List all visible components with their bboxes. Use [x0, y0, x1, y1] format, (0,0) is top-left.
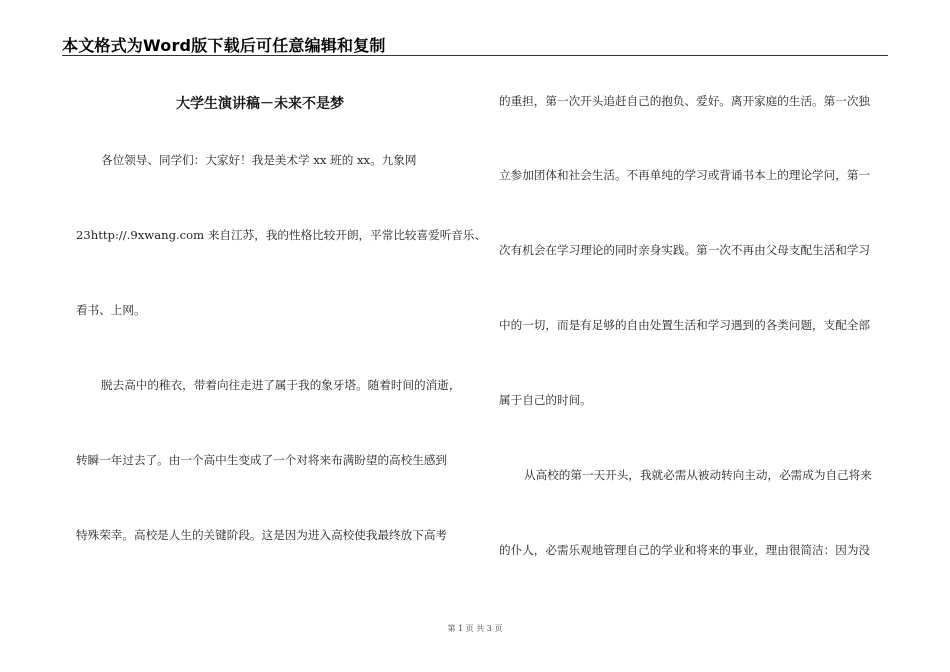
paragraph-line: 的重担，第一次开头追赶自己的抱负、爱好。离开家庭的生活。第一次独	[499, 94, 871, 108]
banner-divider	[62, 55, 888, 56]
paragraph-line: 属于自己的时间。	[499, 393, 592, 407]
paragraph-line: 特殊荣幸。高校是人生的关键阶段。这是因为进入高校使我最终放下高考	[76, 528, 448, 542]
paragraph-line: 脱去高中的稚衣，带着向往走进了属于我的象牙塔。随着时间的消逝，	[101, 378, 461, 392]
paragraph-line: 次有机会在学习理论的同时亲身实践。第一次不再由父母支配生活和学习	[499, 243, 871, 257]
download-banner: 本文格式为Word版下载后可任意编辑和复制	[62, 36, 386, 55]
page-number: 第 1 页 共 3 页	[447, 624, 503, 633]
paragraph-line: 立参加团体和社会生活。不再单纯的学习或背诵书本上的理论学问，第一	[499, 168, 871, 182]
paragraph-line: 各位领导、同学们：大家好！我是美术学 xx 班的 xx。九象网	[101, 153, 417, 167]
paragraph-line: 23http://.9xwang.com 来自江苏，我的性格比较开朗，平常比较喜爱听音乐、	[76, 228, 487, 242]
paragraph-line: 转瞬一年过去了。由一个高中生变成了一个对将来布满盼望的高校生感到	[76, 453, 448, 467]
paragraph-line: 看书、上网。	[76, 303, 146, 317]
document-title: 大学生演讲稿－未来不是梦	[176, 96, 344, 112]
paragraph-line: 从高校的第一天开头，我就必需从被动转向主动，必需成为自己将来	[524, 468, 872, 482]
paragraph-line: 中的一切，而是有足够的自由处置生活和学习遇到的各类问题，支配全部	[499, 318, 871, 332]
paragraph-line: 的仆人，必需乐观地管理自己的学业和将来的事业，理由很简洁：因为没	[499, 543, 871, 557]
